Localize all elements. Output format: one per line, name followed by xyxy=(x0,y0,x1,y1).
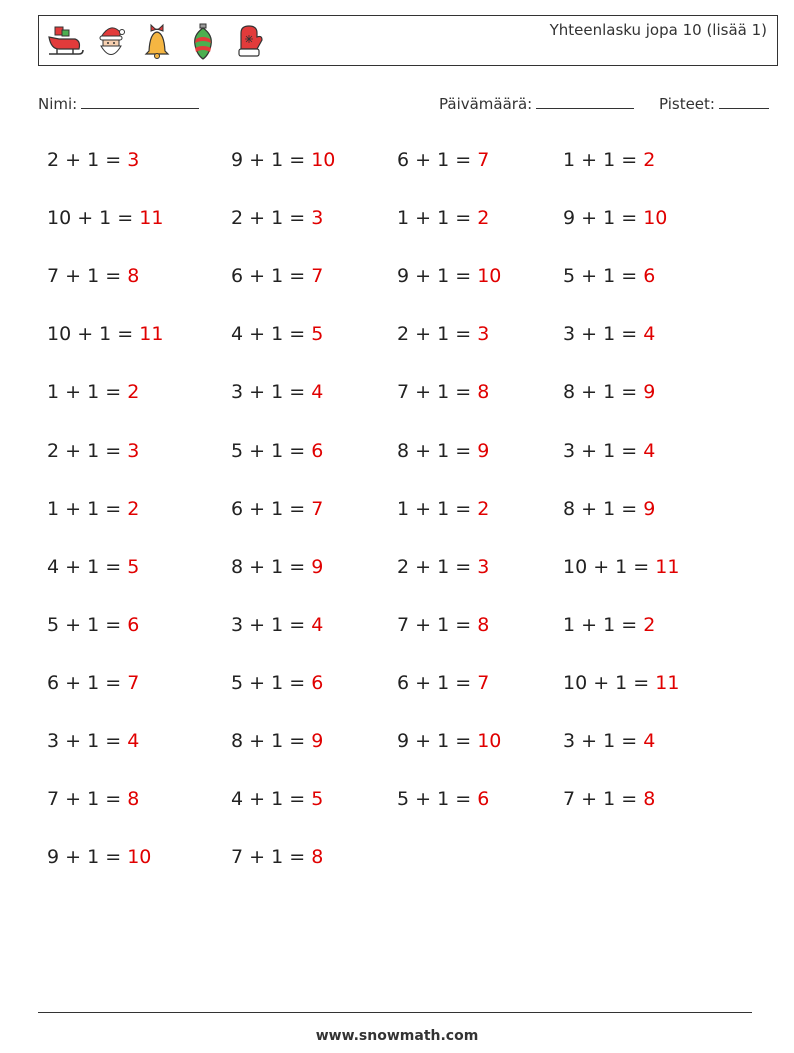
date-label: Päivämäärä: xyxy=(439,95,533,113)
problem-answer: 7 xyxy=(477,149,490,171)
problem-question: 7 + 1 = xyxy=(231,846,306,869)
date-line[interactable] xyxy=(536,94,634,109)
problem-answer: 4 xyxy=(643,323,656,346)
problem-item xyxy=(231,207,323,229)
problem-answer: 6 xyxy=(311,439,324,462)
problem-item xyxy=(231,556,323,578)
problem-question: 6 + 1 = xyxy=(397,149,472,171)
problem-question: 7 + 1 = xyxy=(47,788,122,811)
problem-item xyxy=(231,265,323,287)
problem-item xyxy=(47,672,139,694)
header-box xyxy=(38,15,778,66)
problem-answer: 2 xyxy=(477,207,490,230)
problem-item xyxy=(47,440,139,462)
problem-item xyxy=(397,788,489,810)
problem-item xyxy=(397,672,489,694)
problem-question: 1 + 1 = xyxy=(563,613,638,636)
problem-item xyxy=(231,672,323,694)
problem-question: 6 + 1 = xyxy=(231,497,306,520)
problem-question: 9 + 1 = xyxy=(397,730,472,752)
problem-answer: 8 xyxy=(477,613,490,636)
problem-question: 2 + 1 = xyxy=(231,207,306,230)
problem-answer: 2 xyxy=(643,149,656,171)
footer-divider xyxy=(38,1012,752,1013)
problem-answer: 6 xyxy=(127,613,140,636)
problem-answer: 5 xyxy=(127,555,140,578)
problem-question: 3 + 1 = xyxy=(563,439,638,462)
problem-item xyxy=(47,207,163,229)
problem-question: 7 + 1 = xyxy=(563,788,638,811)
problem-item xyxy=(397,265,501,287)
problem-question: 9 + 1 = xyxy=(397,265,472,288)
problem-question: 2 + 1 = xyxy=(47,149,122,171)
problem-question: 5 + 1 = xyxy=(47,613,122,636)
problem-question: 4 + 1 = xyxy=(47,555,122,578)
problem-question: 6 + 1 = xyxy=(231,265,306,288)
problem-question: 10 + 1 = xyxy=(47,323,134,346)
problem-answer: 6 xyxy=(643,265,656,288)
santa-icon xyxy=(91,21,131,61)
problem-answer: 9 xyxy=(643,497,656,520)
problem-question: 3 + 1 = xyxy=(563,323,638,346)
problem-item xyxy=(47,730,139,752)
problem-item xyxy=(563,207,667,229)
problem-item xyxy=(231,323,323,345)
problem-question: 8 + 1 = xyxy=(231,555,306,578)
problem-question: 9 + 1 = xyxy=(563,207,638,230)
problem-answer: 4 xyxy=(643,730,656,752)
score-field xyxy=(659,94,769,113)
problem-item xyxy=(563,730,655,752)
icon-row xyxy=(45,21,269,61)
problem-answer: 11 xyxy=(139,207,164,230)
problem-item xyxy=(231,614,323,636)
problem-question: 4 + 1 = xyxy=(231,788,306,811)
problem-question: 8 + 1 = xyxy=(563,497,638,520)
problem-question: 8 + 1 = xyxy=(397,439,472,462)
problem-question: 4 + 1 = xyxy=(231,323,306,346)
problem-question: 9 + 1 = xyxy=(231,149,306,171)
problem-item xyxy=(47,381,139,403)
problem-answer: 4 xyxy=(311,381,324,404)
problem-question: 7 + 1 = xyxy=(397,381,472,404)
problem-item xyxy=(47,323,163,345)
problem-item xyxy=(231,788,323,810)
ornament-icon xyxy=(183,21,223,61)
problem-question: 10 + 1 = xyxy=(563,671,650,694)
problem-answer: 7 xyxy=(127,671,140,694)
problem-question: 3 + 1 = xyxy=(47,730,122,752)
problem-answer: 2 xyxy=(643,613,656,636)
problem-item xyxy=(563,323,655,345)
problem-question: 5 + 1 = xyxy=(231,671,306,694)
problem-item xyxy=(397,498,489,520)
problem-answer: 3 xyxy=(477,323,490,346)
problem-answer: 10 xyxy=(477,265,502,288)
problem-item xyxy=(231,730,323,752)
problem-item xyxy=(397,730,501,752)
problem-answer: 5 xyxy=(311,788,324,811)
footer-website: www.snowmath.com xyxy=(315,1028,479,1044)
problem-question: 8 + 1 = xyxy=(563,381,638,404)
problem-answer: 8 xyxy=(643,788,656,811)
problem-item xyxy=(397,614,489,636)
problem-item xyxy=(397,207,489,229)
worksheet-title: Yhteenlasku jopa 10 (lisää 1) xyxy=(549,21,767,39)
problem-answer: 11 xyxy=(655,671,680,694)
problem-item xyxy=(47,846,151,868)
problem-item xyxy=(231,846,323,868)
problem-answer: 11 xyxy=(655,555,680,578)
problem-question: 9 + 1 = xyxy=(47,846,122,869)
problem-answer: 7 xyxy=(477,671,490,694)
problem-question: 6 + 1 = xyxy=(397,671,472,694)
problem-item xyxy=(563,672,679,694)
problem-question: 5 + 1 = xyxy=(563,265,638,288)
problem-answer: 4 xyxy=(311,613,324,636)
problem-answer: 2 xyxy=(127,381,140,404)
problem-question: 6 + 1 = xyxy=(47,671,122,694)
problem-answer: 9 xyxy=(643,381,656,404)
problem-answer: 7 xyxy=(311,265,324,288)
problem-item xyxy=(47,614,139,636)
problem-answer: 9 xyxy=(311,730,324,752)
problem-answer: 11 xyxy=(139,323,164,346)
problem-answer: 9 xyxy=(477,439,490,462)
problem-answer: 6 xyxy=(311,671,324,694)
problem-question: 1 + 1 = xyxy=(397,497,472,520)
problem-item xyxy=(563,614,655,636)
name-label: Nimi: xyxy=(38,95,78,113)
problem-question: 3 + 1 = xyxy=(563,730,638,752)
problem-answer: 2 xyxy=(477,497,490,520)
problem-item xyxy=(47,265,139,287)
problem-item xyxy=(563,498,655,520)
problem-item xyxy=(397,323,489,345)
problem-answer: 8 xyxy=(311,846,324,869)
problem-answer: 4 xyxy=(643,439,656,462)
name-field xyxy=(38,94,199,113)
problem-answer: 3 xyxy=(311,207,324,230)
sleigh-icon xyxy=(45,21,85,61)
problem-item xyxy=(397,381,489,403)
problem-item xyxy=(563,265,655,287)
problem-answer: 3 xyxy=(477,555,490,578)
problem-answer: 3 xyxy=(127,149,140,171)
problem-item xyxy=(231,440,323,462)
problem-question: 10 + 1 = xyxy=(563,555,650,578)
problem-question: 3 + 1 = xyxy=(231,381,306,404)
problem-item xyxy=(47,498,139,520)
problem-item xyxy=(563,381,655,403)
problem-answer: 2 xyxy=(127,497,140,520)
problem-question: 5 + 1 = xyxy=(397,788,472,811)
problem-item xyxy=(563,149,655,171)
problem-answer: 8 xyxy=(127,788,140,811)
problem-question: 2 + 1 = xyxy=(47,439,122,462)
problem-item xyxy=(397,556,489,578)
problem-answer: 7 xyxy=(311,497,324,520)
problem-question: 2 + 1 = xyxy=(397,323,472,346)
problem-answer: 8 xyxy=(127,265,140,288)
problem-question: 1 + 1 = xyxy=(397,207,472,230)
problem-question: 1 + 1 = xyxy=(563,149,638,171)
problem-answer: 10 xyxy=(127,846,152,869)
date-field xyxy=(439,94,634,113)
score-line[interactable] xyxy=(719,94,769,109)
problem-item xyxy=(563,788,655,810)
problem-item xyxy=(397,440,489,462)
problem-answer: 10 xyxy=(643,207,668,230)
problem-answer: 8 xyxy=(477,381,490,404)
problem-item xyxy=(231,149,335,171)
problem-answer: 4 xyxy=(127,730,140,752)
problem-item xyxy=(231,381,323,403)
name-line[interactable] xyxy=(81,94,199,109)
problem-item xyxy=(47,556,139,578)
problem-question: 3 + 1 = xyxy=(231,613,306,636)
problem-answer: 9 xyxy=(311,555,324,578)
problem-question: 1 + 1 = xyxy=(47,497,122,520)
bell-icon xyxy=(137,21,177,61)
problem-question: 5 + 1 = xyxy=(231,439,306,462)
mitten-icon xyxy=(229,21,269,61)
problem-item xyxy=(563,440,655,462)
problem-item xyxy=(47,149,139,171)
problem-item xyxy=(47,788,139,810)
problem-question: 2 + 1 = xyxy=(397,555,472,578)
problem-question: 8 + 1 = xyxy=(231,730,306,752)
problem-item xyxy=(563,556,679,578)
problem-question: 10 + 1 = xyxy=(47,207,134,230)
problem-question: 1 + 1 = xyxy=(47,381,122,404)
problem-answer: 10 xyxy=(311,149,336,171)
score-label: Pisteet: xyxy=(659,95,715,113)
problem-question: 7 + 1 = xyxy=(47,265,122,288)
problem-answer: 10 xyxy=(477,730,502,752)
problem-answer: 3 xyxy=(127,439,140,462)
problem-item xyxy=(397,149,489,171)
problem-item xyxy=(231,498,323,520)
problem-question: 7 + 1 = xyxy=(397,613,472,636)
problem-answer: 5 xyxy=(311,323,324,346)
problem-answer: 6 xyxy=(477,788,490,811)
